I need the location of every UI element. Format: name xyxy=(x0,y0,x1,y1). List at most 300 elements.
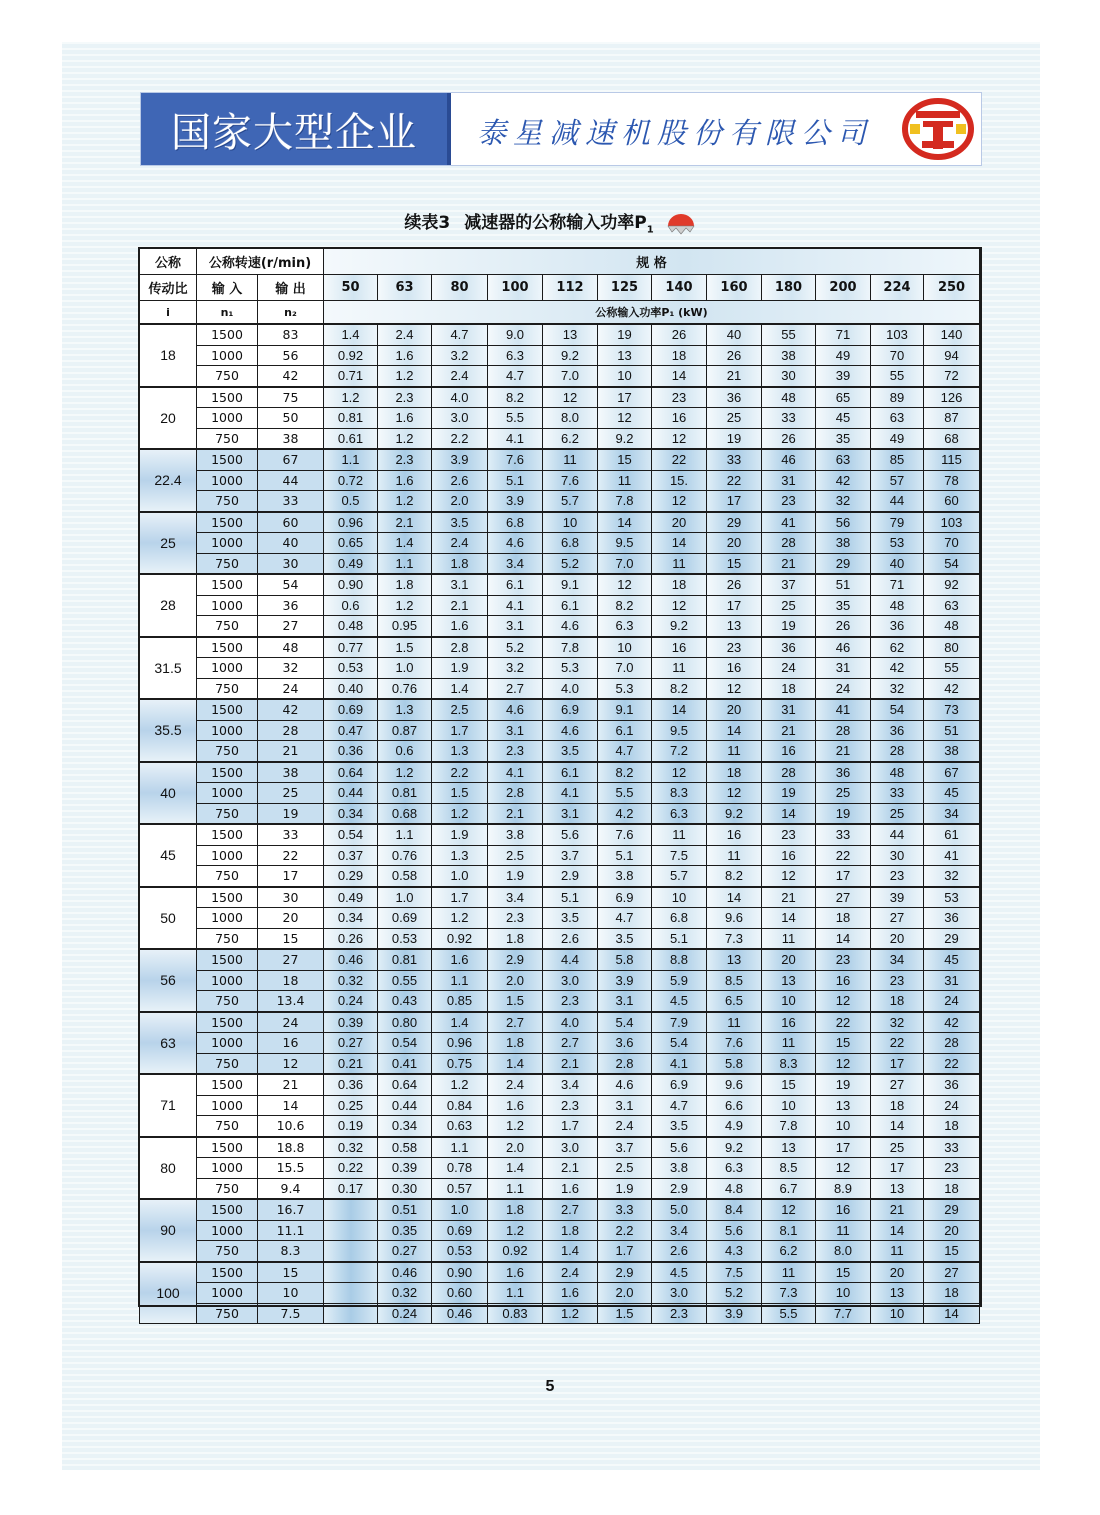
header-size-140: 140 xyxy=(652,275,707,301)
power-cell: 3.1 xyxy=(543,803,598,824)
power-cell: 48 xyxy=(871,762,924,783)
table-row xyxy=(140,970,980,991)
power-cell: 9.1 xyxy=(543,574,598,595)
power-cell: 12 xyxy=(762,1199,816,1220)
output-speed-cell: 24 xyxy=(258,1012,324,1033)
ratio-cell: 31.5 xyxy=(140,637,197,700)
power-cell: 3.8 xyxy=(652,1158,707,1179)
power-cell: 0.30 xyxy=(378,1178,432,1199)
power-cell: 30 xyxy=(762,366,816,387)
power-cell: 1.1 xyxy=(432,970,488,991)
power-cell: 1.7 xyxy=(543,1116,598,1137)
power-cell: 42 xyxy=(924,678,980,699)
power-cell: 11 xyxy=(762,1033,816,1054)
power-cell: 22 xyxy=(816,845,871,866)
power-cell: 49 xyxy=(816,345,871,366)
power-cell: 6.9 xyxy=(543,699,598,720)
power-cell: 3.2 xyxy=(432,345,488,366)
power-cell: 5.5 xyxy=(488,408,543,429)
output-speed-cell: 42 xyxy=(258,699,324,720)
power-cell: 2.3 xyxy=(652,1303,707,1324)
power-cell: 31 xyxy=(762,470,816,491)
power-cell: 2.3 xyxy=(378,449,432,470)
power-cell: 16 xyxy=(762,1012,816,1033)
power-cell: 2.0 xyxy=(598,1283,652,1304)
power-cell xyxy=(324,1283,378,1304)
power-cell: 2.1 xyxy=(543,1158,598,1179)
power-cell: 72 xyxy=(924,366,980,387)
power-cell: 0.69 xyxy=(324,699,378,720)
power-cell: 1.1 xyxy=(432,1137,488,1158)
power-cell: 9.2 xyxy=(707,803,762,824)
table-row xyxy=(140,949,980,970)
power-cell: 3.5 xyxy=(652,1116,707,1137)
power-cell: 2.8 xyxy=(488,783,543,804)
power-cell: 55 xyxy=(762,324,816,345)
power-cell: 51 xyxy=(816,574,871,595)
power-cell: 2.3 xyxy=(543,1095,598,1116)
power-cell: 34 xyxy=(924,803,980,824)
power-cell: 8.2 xyxy=(488,387,543,408)
power-cell: 10 xyxy=(543,512,598,533)
power-cell: 115 xyxy=(924,449,980,470)
power-cell: 23 xyxy=(652,387,707,408)
power-cell: 9.2 xyxy=(598,428,652,449)
power-cell: 2.2 xyxy=(432,762,488,783)
power-cell: 36 xyxy=(924,1074,980,1095)
power-cell: 4.5 xyxy=(652,1262,707,1283)
input-speed-cell: 1000 xyxy=(197,1283,258,1304)
input-speed-cell: 750 xyxy=(197,366,258,387)
power-cell: 14 xyxy=(762,908,816,929)
table-title-text: 减速器的公称输入功率P xyxy=(464,213,647,233)
power-cell: 1.0 xyxy=(378,658,432,679)
power-cell: 1.3 xyxy=(378,699,432,720)
power-cell: 3.0 xyxy=(652,1283,707,1304)
table-row xyxy=(140,803,980,824)
power-cell: 1.6 xyxy=(543,1178,598,1199)
power-cell: 0.24 xyxy=(324,991,378,1012)
power-cell: 24 xyxy=(816,678,871,699)
power-cell: 25 xyxy=(871,803,924,824)
output-speed-cell: 21 xyxy=(258,1074,324,1095)
power-cell: 2.7 xyxy=(488,1012,543,1033)
power-cell: 2.5 xyxy=(598,1158,652,1179)
power-cell: 2.1 xyxy=(432,595,488,616)
power-cell: 5.1 xyxy=(598,845,652,866)
power-cell: 21 xyxy=(707,366,762,387)
input-speed-cell: 1500 xyxy=(197,512,258,533)
power-cell: 1.1 xyxy=(488,1178,543,1199)
power-cell: 0.64 xyxy=(378,1074,432,1095)
power-cell: 8.4 xyxy=(707,1199,762,1220)
power-cell: 46 xyxy=(762,449,816,470)
power-cell: 0.5 xyxy=(324,491,378,512)
power-cell: 18 xyxy=(924,1283,980,1304)
power-cell: 2.2 xyxy=(432,428,488,449)
power-cell: 5.7 xyxy=(652,866,707,887)
power-cell: 8.0 xyxy=(816,1241,871,1262)
power-cell: 45 xyxy=(924,949,980,970)
power-cell: 1.8 xyxy=(488,1033,543,1054)
power-cell: 41 xyxy=(762,512,816,533)
power-cell: 10 xyxy=(762,991,816,1012)
power-cell: 1.4 xyxy=(432,678,488,699)
power-cell: 2.9 xyxy=(598,1262,652,1283)
power-cell: 29 xyxy=(924,1199,980,1220)
power-cell: 16 xyxy=(707,658,762,679)
power-cell: 18 xyxy=(924,1116,980,1137)
power-cell: 11 xyxy=(652,553,707,574)
power-cell: 23 xyxy=(762,491,816,512)
power-cell: 4.6 xyxy=(543,720,598,741)
input-speed-cell: 750 xyxy=(197,866,258,887)
power-cell: 5.4 xyxy=(652,1033,707,1054)
header-ratio-line3: i xyxy=(140,301,197,325)
input-speed-cell: 1000 xyxy=(197,345,258,366)
power-cell: 0.53 xyxy=(432,1241,488,1262)
power-cell: 10 xyxy=(816,1283,871,1304)
power-cell: 53 xyxy=(871,533,924,554)
power-cell: 1.6 xyxy=(378,408,432,429)
power-cell: 32 xyxy=(816,491,871,512)
power-cell: 78 xyxy=(924,470,980,491)
input-speed-cell: 1500 xyxy=(197,1074,258,1095)
ratio-cell: 100 xyxy=(140,1262,197,1324)
output-speed-cell: 32 xyxy=(258,658,324,679)
power-cell: 33 xyxy=(707,449,762,470)
output-speed-cell: 12 xyxy=(258,1053,324,1074)
output-speed-cell: 60 xyxy=(258,512,324,533)
power-cell: 6.3 xyxy=(598,616,652,637)
power-cell: 29 xyxy=(816,553,871,574)
output-speed-cell: 27 xyxy=(258,949,324,970)
power-cell: 1.4 xyxy=(488,1158,543,1179)
power-cell: 0.34 xyxy=(324,803,378,824)
input-speed-cell: 750 xyxy=(197,1241,258,1262)
power-cell: 2.7 xyxy=(543,1033,598,1054)
power-cell: 48 xyxy=(762,387,816,408)
power-cell: 1.5 xyxy=(432,783,488,804)
table-row xyxy=(140,1033,980,1054)
power-cell: 2.0 xyxy=(488,1137,543,1158)
power-cell: 1.8 xyxy=(378,574,432,595)
header-power-unit: 公称输入功率P₁ (kW) xyxy=(324,301,980,325)
power-cell: 24 xyxy=(924,1095,980,1116)
table-row xyxy=(140,366,980,387)
power-cell: 3.4 xyxy=(488,553,543,574)
power-cell: 4.6 xyxy=(488,699,543,720)
power-cell: 5.0 xyxy=(652,1199,707,1220)
power-cell: 32 xyxy=(924,866,980,887)
power-cell: 46 xyxy=(816,637,871,658)
power-cell: 12 xyxy=(543,387,598,408)
power-cell: 8.2 xyxy=(598,595,652,616)
power-cell: 1.0 xyxy=(432,866,488,887)
power-cell: 61 xyxy=(924,824,980,845)
power-cell: 0.41 xyxy=(378,1053,432,1074)
power-cell: 7.8 xyxy=(762,1116,816,1137)
power-cell: 37 xyxy=(762,574,816,595)
power-cell: 36 xyxy=(816,762,871,783)
power-cell: 2.7 xyxy=(488,678,543,699)
power-cell: 8.5 xyxy=(762,1158,816,1179)
power-cell: 26 xyxy=(707,345,762,366)
power-cell: 6.8 xyxy=(652,908,707,929)
power-cell: 5.5 xyxy=(762,1303,816,1324)
power-cell: 7.8 xyxy=(543,637,598,658)
ratio-cell: 45 xyxy=(140,824,197,887)
power-cell: 8.0 xyxy=(543,408,598,429)
power-cell: 2.8 xyxy=(598,1053,652,1074)
table-row xyxy=(140,1262,980,1283)
table-row xyxy=(140,387,980,408)
output-speed-cell: 14 xyxy=(258,1095,324,1116)
ratio-cell: 28 xyxy=(140,574,197,637)
table-row xyxy=(140,1178,980,1199)
power-cell: 1.1 xyxy=(378,553,432,574)
power-cell: 39 xyxy=(871,887,924,908)
power-cell: 23 xyxy=(871,866,924,887)
power-cell: 79 xyxy=(871,512,924,533)
table-row xyxy=(140,866,980,887)
power-cell: 28 xyxy=(816,720,871,741)
power-cell: 1.9 xyxy=(488,866,543,887)
power-cell: 3.5 xyxy=(543,908,598,929)
power-cell: 13 xyxy=(543,324,598,345)
power-cell: 92 xyxy=(924,574,980,595)
header-spec: 规 格 xyxy=(324,249,980,275)
power-cell: 12 xyxy=(652,491,707,512)
power-cell: 4.0 xyxy=(432,387,488,408)
power-cell: 2.5 xyxy=(432,699,488,720)
ratio-cell: 90 xyxy=(140,1199,197,1262)
power-cell: 14 xyxy=(871,1116,924,1137)
input-speed-cell: 1500 xyxy=(197,449,258,470)
power-cell: 44 xyxy=(871,491,924,512)
input-speed-cell: 1500 xyxy=(197,1012,258,1033)
output-speed-cell: 20 xyxy=(258,908,324,929)
power-cell: 13 xyxy=(762,970,816,991)
table-row xyxy=(140,408,980,429)
power-cell: 9.6 xyxy=(707,1074,762,1095)
power-cell: 0.40 xyxy=(324,678,378,699)
power-cell: 5.2 xyxy=(543,553,598,574)
power-cell: 4.4 xyxy=(543,949,598,970)
power-cell: 10 xyxy=(652,887,707,908)
power-cell: 1.4 xyxy=(543,1241,598,1262)
power-cell: 5.3 xyxy=(598,678,652,699)
power-cell: 16 xyxy=(762,741,816,762)
power-cell: 17 xyxy=(871,1053,924,1074)
power-cell: 5.9 xyxy=(652,970,707,991)
power-cell: 19 xyxy=(598,324,652,345)
input-speed-cell: 1000 xyxy=(197,845,258,866)
power-cell: 21 xyxy=(762,720,816,741)
output-speed-cell: 8.3 xyxy=(258,1241,324,1262)
power-cell: 6.8 xyxy=(488,512,543,533)
power-cell: 33 xyxy=(871,783,924,804)
power-cell: 18 xyxy=(924,1178,980,1199)
power-cell: 19 xyxy=(762,616,816,637)
table-row xyxy=(140,553,980,574)
input-speed-cell: 1500 xyxy=(197,1199,258,1220)
brand-banner xyxy=(141,93,451,165)
header-input-symbol: n₁ xyxy=(197,301,258,325)
power-cell: 27 xyxy=(924,1262,980,1283)
power-cell: 1.4 xyxy=(432,1012,488,1033)
power-cell: 7.3 xyxy=(707,928,762,949)
output-speed-cell: 33 xyxy=(258,824,324,845)
power-cell: 70 xyxy=(871,345,924,366)
power-cell: 3.1 xyxy=(598,991,652,1012)
power-cell: 13 xyxy=(762,1137,816,1158)
input-speed-cell: 750 xyxy=(197,678,258,699)
power-cell: 6.8 xyxy=(543,533,598,554)
power-cell: 5.2 xyxy=(488,637,543,658)
power-cell: 9.2 xyxy=(543,345,598,366)
power-cell: 18 xyxy=(652,574,707,595)
power-cell: 63 xyxy=(871,408,924,429)
power-cell: 25 xyxy=(871,1137,924,1158)
power-cell: 60 xyxy=(924,491,980,512)
power-cell: 20 xyxy=(871,1262,924,1283)
power-cell: 10 xyxy=(871,1303,924,1324)
table-row xyxy=(140,1012,980,1033)
power-cell: 3.1 xyxy=(488,720,543,741)
power-cell: 13 xyxy=(871,1178,924,1199)
power-rating-table xyxy=(139,248,980,1324)
input-speed-cell: 1500 xyxy=(197,699,258,720)
power-cell: 4.7 xyxy=(652,1095,707,1116)
power-cell: 0.69 xyxy=(432,1220,488,1241)
power-cell: 14 xyxy=(816,928,871,949)
power-cell: 7.7 xyxy=(816,1303,871,1324)
power-cell: 20 xyxy=(871,928,924,949)
output-speed-cell: 30 xyxy=(258,553,324,574)
power-cell: 13 xyxy=(707,949,762,970)
power-cell: 1.2 xyxy=(378,491,432,512)
power-cell: 3.7 xyxy=(543,845,598,866)
power-cell: 7.5 xyxy=(652,845,707,866)
header-size-63: 63 xyxy=(378,275,432,301)
header-size-224: 224 xyxy=(871,275,924,301)
power-cell: 11 xyxy=(598,470,652,491)
output-speed-cell: 11.1 xyxy=(258,1220,324,1241)
power-cell: 14 xyxy=(924,1303,980,1324)
power-cell: 25 xyxy=(816,783,871,804)
power-cell: 7.5 xyxy=(707,1262,762,1283)
input-speed-cell: 750 xyxy=(197,1116,258,1137)
power-cell: 40 xyxy=(707,324,762,345)
page-header xyxy=(140,92,982,166)
input-speed-cell: 1000 xyxy=(197,470,258,491)
power-cell: 0.46 xyxy=(324,949,378,970)
table-row xyxy=(140,845,980,866)
table-row xyxy=(140,658,980,679)
power-cell: 16 xyxy=(707,824,762,845)
power-cell: 5.3 xyxy=(543,658,598,679)
power-cell: 8.2 xyxy=(707,866,762,887)
input-speed-cell: 750 xyxy=(197,928,258,949)
power-cell: 4.2 xyxy=(598,803,652,824)
power-cell: 1.2 xyxy=(378,428,432,449)
input-speed-cell: 1500 xyxy=(197,887,258,908)
power-cell: 0.49 xyxy=(324,887,378,908)
output-speed-cell: 24 xyxy=(258,678,324,699)
power-cell: 41 xyxy=(924,845,980,866)
power-cell: 3.0 xyxy=(432,408,488,429)
input-speed-cell: 750 xyxy=(197,553,258,574)
header-size-160: 160 xyxy=(707,275,762,301)
power-cell: 5.8 xyxy=(598,949,652,970)
power-cell: 4.0 xyxy=(543,678,598,699)
power-cell: 4.7 xyxy=(432,324,488,345)
power-cell: 5.1 xyxy=(652,928,707,949)
power-cell: 1.5 xyxy=(488,991,543,1012)
power-cell: 7.8 xyxy=(598,491,652,512)
power-cell: 13 xyxy=(707,616,762,637)
power-cell: 49 xyxy=(871,428,924,449)
power-cell: 0.34 xyxy=(324,908,378,929)
output-speed-cell: 38 xyxy=(258,428,324,449)
power-cell: 21 xyxy=(762,887,816,908)
power-cell: 23 xyxy=(707,637,762,658)
ratio-cell: 20 xyxy=(140,387,197,450)
output-speed-cell: 27 xyxy=(258,616,324,637)
power-cell: 6.2 xyxy=(543,428,598,449)
power-cell: 0.47 xyxy=(324,720,378,741)
power-cell: 1.7 xyxy=(598,1241,652,1262)
power-cell: 2.9 xyxy=(488,949,543,970)
output-speed-cell: 25 xyxy=(258,783,324,804)
table-row xyxy=(140,1220,980,1241)
power-cell: 6.9 xyxy=(652,1074,707,1095)
ratio-cell: 40 xyxy=(140,762,197,825)
power-cell: 10 xyxy=(816,1116,871,1137)
power-cell: 38 xyxy=(762,345,816,366)
power-cell: 89 xyxy=(871,387,924,408)
table-row xyxy=(140,1053,980,1074)
power-cell: 1.2 xyxy=(432,908,488,929)
power-cell: 7.6 xyxy=(707,1033,762,1054)
output-speed-cell: 75 xyxy=(258,387,324,408)
power-cell: 103 xyxy=(924,512,980,533)
power-cell: 2.1 xyxy=(378,512,432,533)
power-cell: 7.0 xyxy=(543,366,598,387)
power-cell: 3.9 xyxy=(598,970,652,991)
power-cell: 87 xyxy=(924,408,980,429)
power-cell: 0.26 xyxy=(324,928,378,949)
header-row-1 xyxy=(140,249,980,275)
power-cell: 0.39 xyxy=(324,1012,378,1033)
power-cell: 31 xyxy=(924,970,980,991)
power-cell: 0.19 xyxy=(324,1116,378,1137)
power-cell: 1.6 xyxy=(432,949,488,970)
power-cell: 0.34 xyxy=(378,1116,432,1137)
input-speed-cell: 1500 xyxy=(197,949,258,970)
power-cell: 1.0 xyxy=(378,887,432,908)
power-cell: 17 xyxy=(816,1137,871,1158)
power-cell: 5.1 xyxy=(488,470,543,491)
power-cell: 3.4 xyxy=(543,1074,598,1095)
input-speed-cell: 1000 xyxy=(197,720,258,741)
power-cell: 6.1 xyxy=(543,595,598,616)
output-speed-cell: 7.5 xyxy=(258,1303,324,1324)
power-cell: 34 xyxy=(871,949,924,970)
power-cell: 11 xyxy=(707,741,762,762)
power-cell: 0.24 xyxy=(378,1303,432,1324)
